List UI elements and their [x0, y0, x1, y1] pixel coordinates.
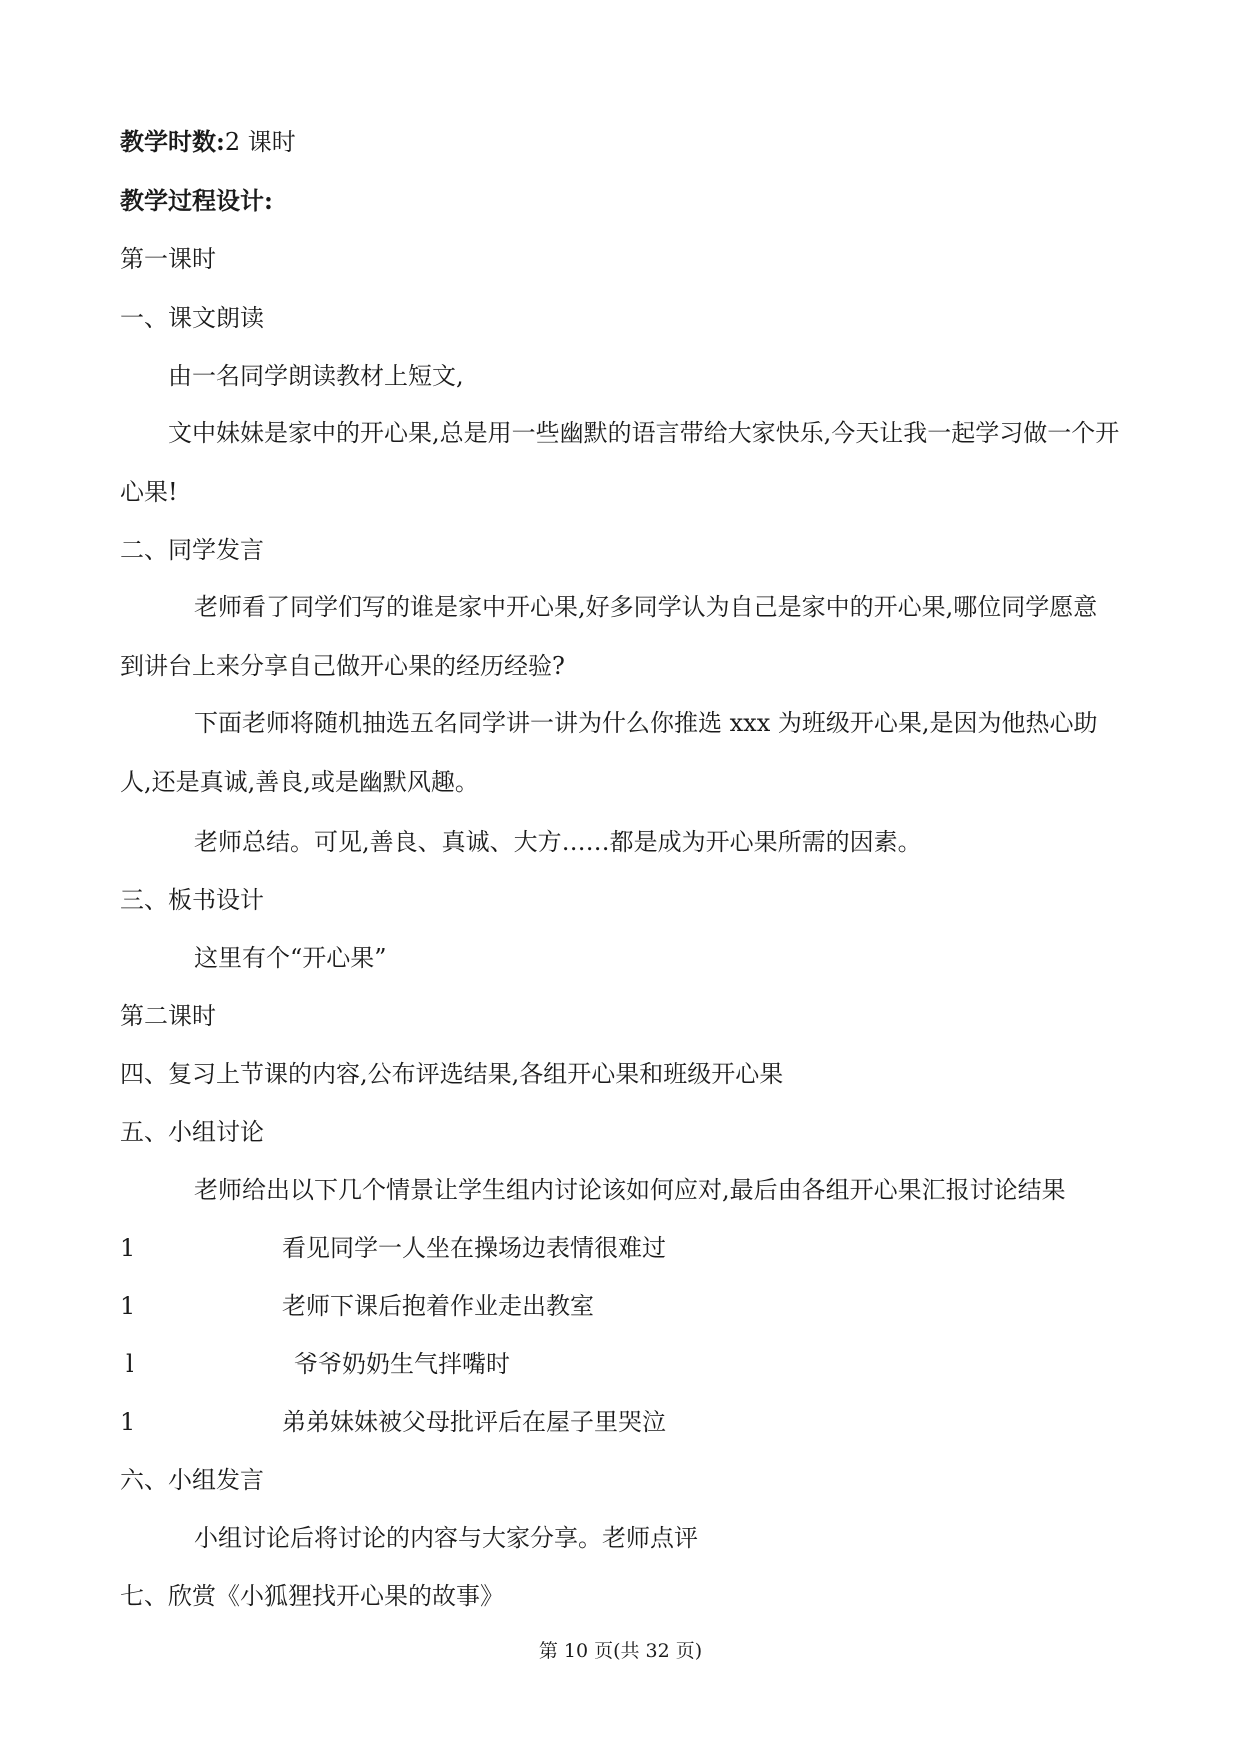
- scenario-text: 老师下课后抱着作业走出教室: [282, 1292, 594, 1320]
- section-1-title: 一、课文朗读: [120, 304, 264, 332]
- lesson-two-heading: 第二课时: [120, 1002, 216, 1030]
- section-3-title: 三、板书设计: [120, 886, 264, 914]
- teaching-hours-value: 2 课时: [224, 128, 296, 156]
- process-heading: 教学过程设计:: [120, 186, 273, 215]
- scenario-text: 看见同学一人坐在操场边表情很难过: [282, 1234, 666, 1262]
- teaching-hours-label: 教学时数:: [120, 127, 225, 156]
- scenario-text: 弟弟妹妹被父母批评后在屋子里哭泣: [282, 1408, 666, 1436]
- section-5-paragraph-1: 老师给出以下几个情景让学生组内讨论该如何应对,最后由各组开心果汇报讨论结果: [194, 1176, 1066, 1204]
- section-1-paragraph-2: 文中妹妹是家中的开心果,总是用一些幽默的语言带给大家快乐,今天让我一起学习做一个开心果!: [120, 419, 1120, 506]
- section-1-paragraph-1: 由一名同学朗读教材上短文,: [168, 362, 464, 390]
- section-3-paragraph-1: 这里有个“开心果”: [194, 944, 387, 972]
- section-4-title: 四、复习上节课的内容,公布评选结果,各组开心果和班级开心果: [120, 1060, 784, 1088]
- scenario-text: 爷爷奶奶生气拌嘴时: [294, 1350, 510, 1378]
- page-footer: 第 10 页(共 32 页): [538, 1640, 703, 1662]
- section-2-paragraph-1: 老师看了同学们写的谁是家中开心果,好多同学认为自己是家中的开心果,哪位同学愿意到讲台上来分享自己做开心果的经历经验?: [120, 593, 1098, 680]
- scenario-number: l: [126, 1350, 134, 1378]
- teaching-hours: [120, 126, 296, 158]
- section-2-paragraph-2: 下面老师将随机抽选五名同学讲一讲为什么你推选 xxx 为班级开心果,是因为他热心助人,还是真诚,善良,或是幽默风趣。: [120, 709, 1098, 796]
- scenario-number: 1: [120, 1234, 136, 1262]
- section-6-paragraph-1: 小组讨论后将讨论的内容与大家分享。老师点评: [194, 1524, 698, 1552]
- section-2-title: 二、同学发言: [120, 536, 264, 564]
- section-5-title: 五、小组讨论: [120, 1118, 264, 1146]
- lesson-one-heading: 第一课时: [120, 245, 216, 273]
- scenario-number: 1: [120, 1408, 136, 1436]
- section-6-title: 六、小组发言: [120, 1466, 264, 1494]
- section-7-title: 七、欣赏《小狐狸找开心果的故事》: [120, 1582, 504, 1610]
- scenario-number: 1: [120, 1292, 136, 1320]
- section-2-paragraph-3: 老师总结。可见,善良、真诚、大方……都是成为开心果所需的因素。: [194, 828, 922, 856]
